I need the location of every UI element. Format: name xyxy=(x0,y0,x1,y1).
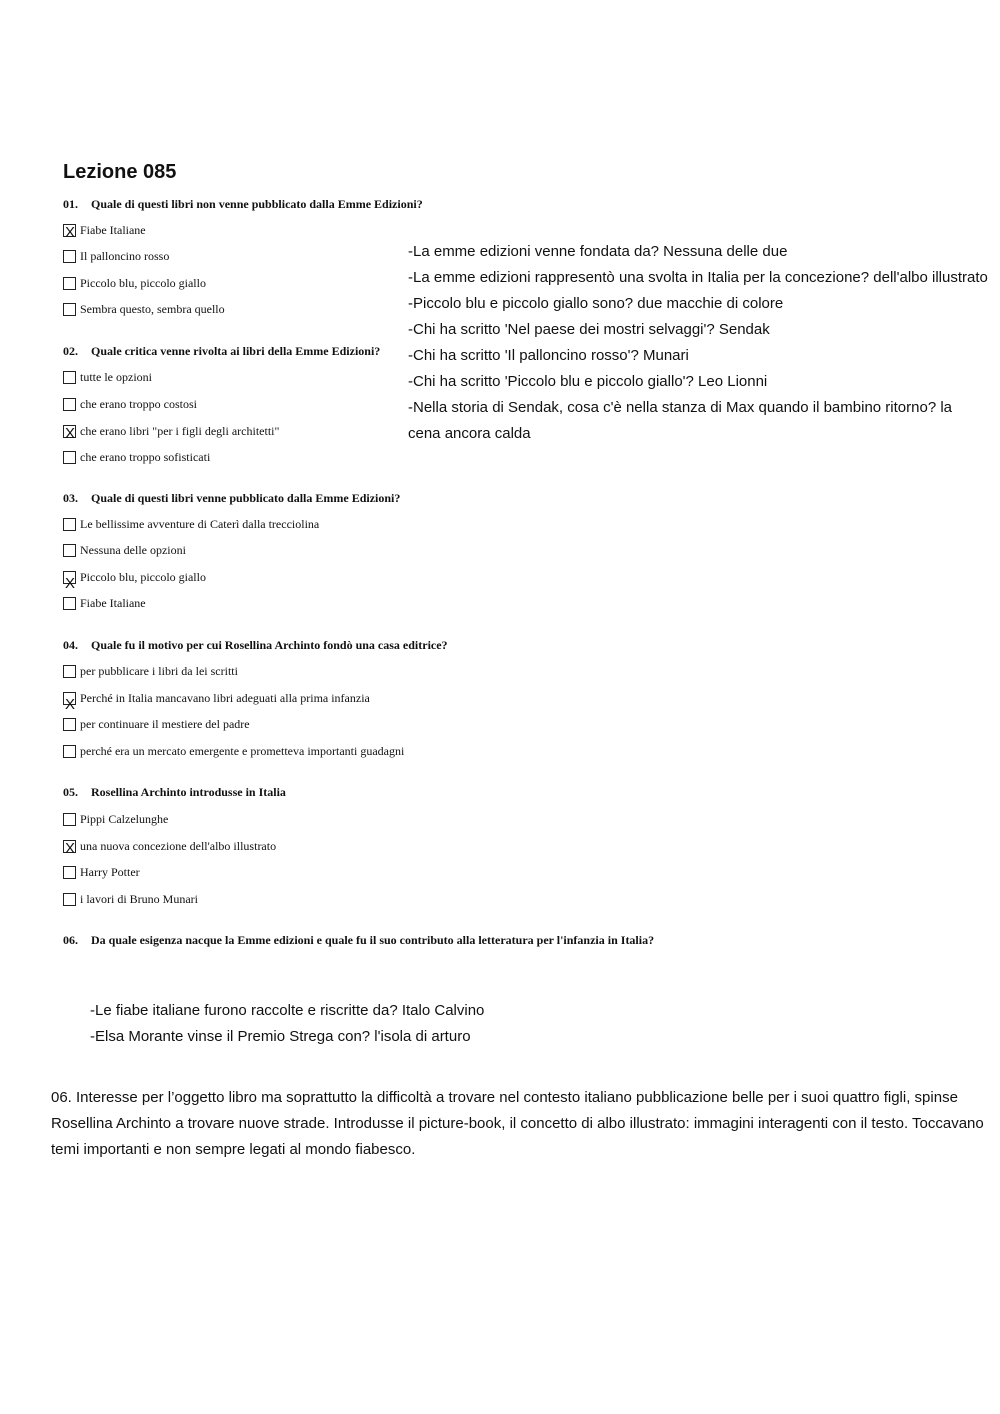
checkbox[interactable] xyxy=(63,866,76,879)
option-label: per pubblicare i libri da lei scritti xyxy=(80,663,238,678)
question-text: Quale critica venne rivolta ai libri della Emme Edizioni? xyxy=(91,344,381,358)
checkbox[interactable] xyxy=(63,371,76,384)
option-label: per continuare il mestiere del padre xyxy=(80,716,250,731)
option-q02-d[interactable] xyxy=(63,449,210,465)
answer-paragraph: 06. Interesse per l’oggetto libro ma soprattutto la difficoltà a trovare nel contesto italiano pubblicazione belle per i suoi quattro figli, spinse Rosellina Archinto a trovare nuove strade. Introdusse il picture-book, il concetto di albo illustrato: immagini interagenti con il testo. Toccavano temi importanti e non sempre legati al mondo fiabesco. xyxy=(51,1089,984,1158)
option-label: Le bellissime avventure di Caterì dalla trecciolina xyxy=(80,516,320,531)
question-text: Quale fu il motivo per cui Rosellina Archinto fondò una casa editrice? xyxy=(91,638,448,652)
checkbox[interactable] xyxy=(63,398,76,411)
checkbox[interactable] xyxy=(63,518,76,531)
option-q05-b[interactable] xyxy=(63,838,276,854)
question-text: Rosellina Archinto introdusse in Italia xyxy=(91,785,286,799)
option-label: una nuova concezione dell'albo illustrato xyxy=(80,838,277,853)
option-q01-b[interactable] xyxy=(63,248,169,264)
note-line: -Chi ha scritto 'Nel paese dei mostri selvaggi'? Sendak xyxy=(408,321,770,338)
checkbox[interactable] xyxy=(63,250,76,263)
option-q05-a[interactable] xyxy=(63,811,168,827)
question-text: Da quale esigenza nacque la Emme edizioni e quale fu il suo contributo alla letteratura per l'infanzia in Italia? xyxy=(91,933,655,947)
option-q02-b[interactable] xyxy=(63,396,197,412)
option-q01-a[interactable] xyxy=(63,222,146,238)
option-q03-d[interactable] xyxy=(63,595,146,611)
checkbox[interactable] xyxy=(63,451,76,464)
option-q02-a[interactable] xyxy=(63,369,152,385)
study-notes-right xyxy=(408,239,988,447)
question-number: 04. xyxy=(63,638,78,652)
question-number: 01. xyxy=(63,197,78,211)
checkbox[interactable] xyxy=(63,544,76,557)
question-03 xyxy=(63,491,400,506)
question-04 xyxy=(63,638,448,653)
checkbox-checked[interactable] xyxy=(63,840,76,853)
checkbox-checked[interactable] xyxy=(63,425,76,438)
page-title: Lezione 085 xyxy=(63,161,177,183)
option-label: Pippi Calzelunghe xyxy=(80,811,169,826)
option-q03-b[interactable] xyxy=(63,542,186,558)
checkbox[interactable] xyxy=(63,597,76,610)
note-line: -Le fiabe italiane furono raccolte e riscritte da? Italo Calvino xyxy=(90,1002,485,1019)
checkbox-checked[interactable] xyxy=(63,692,76,705)
checkbox[interactable] xyxy=(63,718,76,731)
checkbox[interactable] xyxy=(63,745,76,758)
checkbox[interactable] xyxy=(63,893,76,906)
option-label: Nessuna delle opzioni xyxy=(80,542,186,557)
question-01 xyxy=(63,197,423,212)
option-label: Il palloncino rosso xyxy=(80,248,170,263)
option-label: che erano troppo sofisticati xyxy=(80,449,211,464)
option-label: tutte le opzioni xyxy=(80,369,152,384)
option-label: Fiabe Italiane xyxy=(80,595,146,610)
question-06 xyxy=(63,933,654,948)
checkbox[interactable] xyxy=(63,303,76,316)
option-q02-c[interactable] xyxy=(63,423,279,439)
note-line: -Nella storia di Sendak, cosa c'è nella stanza di Max quando il bambino ritorno? la cena ancora calda xyxy=(408,399,952,442)
option-label: che erano troppo costosi xyxy=(80,396,197,411)
option-label: Perché in Italia mancavano libri adeguati alla prima infanzia xyxy=(80,690,370,705)
option-q01-c[interactable] xyxy=(63,275,206,291)
checkbox-checked[interactable] xyxy=(63,571,76,584)
question-number: 05. xyxy=(63,785,78,799)
question-text: Quale di questi libri non venne pubblicato dalla Emme Edizioni? xyxy=(91,197,423,211)
option-q04-d[interactable] xyxy=(63,743,404,759)
option-q03-c[interactable] xyxy=(63,569,206,585)
option-label: Piccolo blu, piccolo giallo xyxy=(80,569,206,584)
checkbox[interactable] xyxy=(63,277,76,290)
checkbox[interactable] xyxy=(63,813,76,826)
option-q05-c[interactable] xyxy=(63,864,140,880)
question-02 xyxy=(63,344,380,359)
option-label: che erano libri "per i figli degli architetti" xyxy=(80,423,280,438)
question-number: 02. xyxy=(63,344,78,358)
question-number: 03. xyxy=(63,491,78,505)
option-q05-d[interactable] xyxy=(63,891,198,907)
note-line: -La emme edizioni venne fondata da? Nessuna delle due xyxy=(408,243,788,260)
note-line: -La emme edizioni rappresentò una svolta in Italia per la concezione? dell'albo illustrato xyxy=(408,269,988,286)
option-q04-b[interactable] xyxy=(63,690,370,706)
checkbox[interactable] xyxy=(63,665,76,678)
option-q04-a[interactable] xyxy=(63,663,238,679)
option-label: Fiabe Italiane xyxy=(80,222,146,237)
checkbox-checked[interactable] xyxy=(63,224,76,237)
note-line: -Elsa Morante vinse il Premio Strega con? l'isola di arturo xyxy=(90,1028,471,1045)
question-05 xyxy=(63,785,286,800)
option-label: i lavori di Bruno Munari xyxy=(80,891,198,906)
option-label: Piccolo blu, piccolo giallo xyxy=(80,275,206,290)
option-label: Sembra questo, sembra quello xyxy=(80,301,225,316)
note-line: -Chi ha scritto 'Piccolo blu e piccolo giallo'? Leo Lionni xyxy=(408,373,768,390)
study-notes-bottom xyxy=(90,998,790,1050)
option-label: perché era un mercato emergente e prometteva importanti guadagni xyxy=(80,743,405,758)
option-label: Harry Potter xyxy=(80,864,140,879)
note-line: -Piccolo blu e piccolo giallo sono? due macchie di colore xyxy=(408,295,784,312)
question-number: 06. xyxy=(63,933,78,947)
note-line: -Chi ha scritto 'Il palloncino rosso'? Munari xyxy=(408,347,689,364)
question-text: Quale di questi libri venne pubblicato dalla Emme Edizioni? xyxy=(91,491,401,505)
option-q03-a[interactable] xyxy=(63,516,319,532)
option-q01-d[interactable] xyxy=(63,301,225,317)
option-q04-c[interactable] xyxy=(63,716,250,732)
